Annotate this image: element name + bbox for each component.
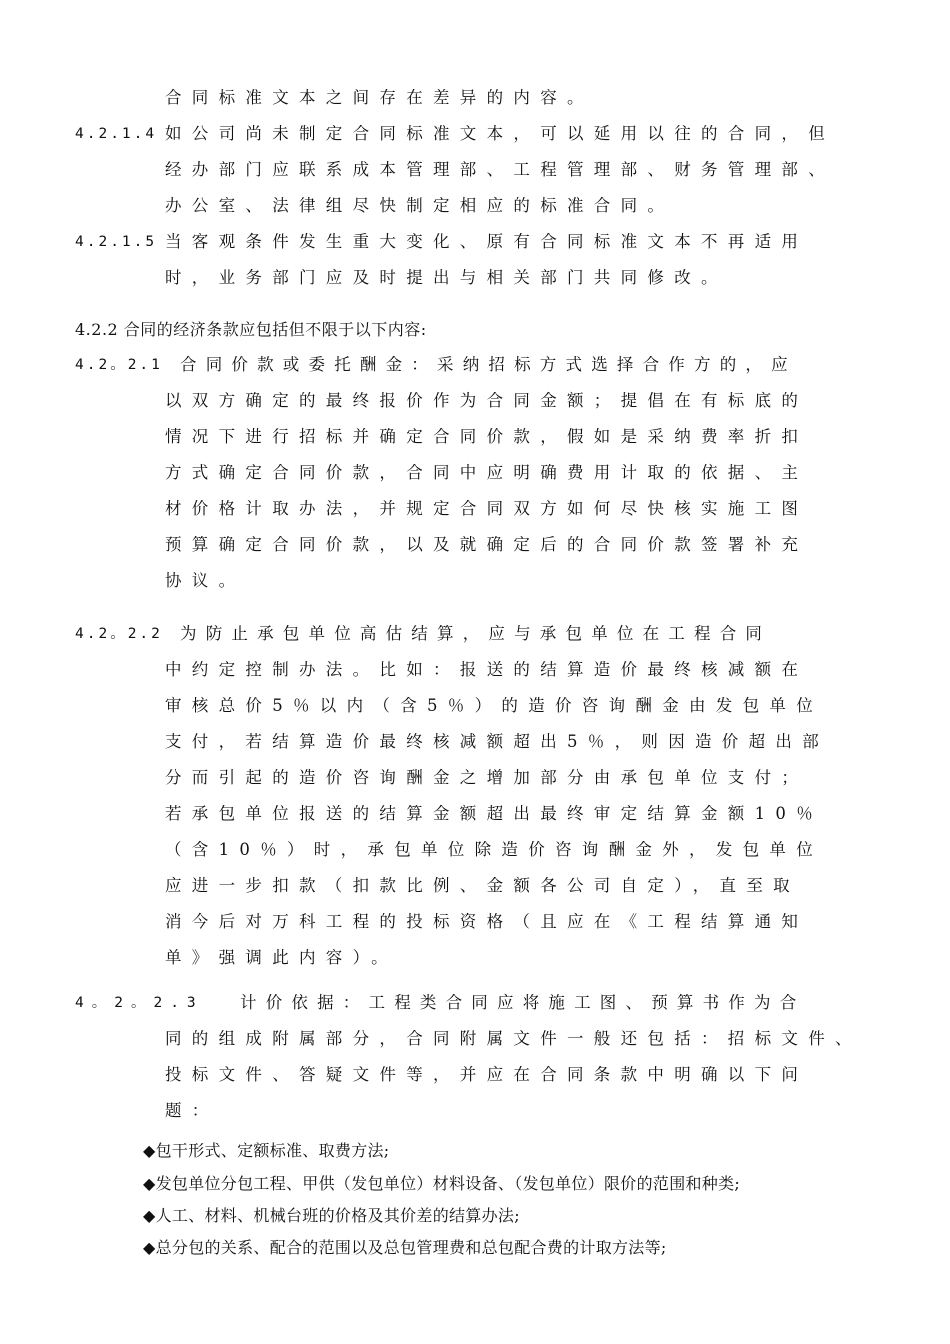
text-line: 同的组成附属部分，合同附属文件一般还包括：招标文件、 [165, 1029, 862, 1048]
clause-number: 4。2。2.3 [75, 995, 204, 1011]
text-line: 协议。 [165, 571, 246, 590]
text-line: （含10％）时，承包单位除造价咨询酬金外，发包单位 [165, 840, 823, 859]
clause-number: 4.2。2.1 [75, 357, 163, 373]
text-line: 题： [165, 1101, 219, 1120]
text-line: 以双方确定的最终报价作为合同金额；提倡在有标底的 [165, 391, 809, 410]
text-line: 消今后对万科工程的投标资格（且应在《工程结算通知 [165, 912, 809, 931]
text-line: 为防止承包单位高估结算，应与承包单位在工程合同 [180, 624, 772, 643]
text-line: 支付，若结算造价最终核减额超出5％，则因造价超出部 [165, 732, 829, 751]
text-line: 分而引起的造价咨询酬金之增加部分由承包单位支付； [165, 768, 809, 787]
text-line: 经办部门应联系成本管理部、工程管理部、财务管理部、 [165, 160, 835, 179]
bullet-item: ◆人工、材料、机械台班的价格及其价差的结算办法; [143, 1206, 520, 1225]
text-line: 方式确定合同价款，合同中应明确费用计取的依据、主 [165, 463, 809, 482]
bullet-item: ◆总分包的关系、配合的范围以及总包管理费和总包配合费的计取方法等; [143, 1238, 667, 1257]
clause-number: 4.2.1.4 [75, 126, 158, 142]
clause-number: 4.2。2.2 [75, 626, 163, 642]
text-line: 材价格计取办法，并规定合同双方如何尽快核实施工图 [165, 499, 809, 518]
text-line: 若承包单位报送的结算金额超出最终审定结算金额10％ [165, 804, 823, 823]
bullet-item: ◆发包单位分包工程、甲供（发包单位）材料设备、（发包单位）限价的范围和种类; [143, 1174, 741, 1193]
text-line: 如公司尚未制定合同标准文本，可以延用以往的合同，但 [165, 124, 835, 143]
text-line: 情况下进行招标并确定合同价款，假如是采纳费率折扣 [165, 427, 809, 446]
section-heading: 4.2.2 合同的经济条款应包括但不限于以下内容: [75, 320, 427, 339]
text-line: 办公室、法律组尽快制定相应的标准合同。 [165, 196, 675, 215]
text-line: 合同价款或委托酬金：采纳招标方式选择合作方的，应 [180, 355, 797, 374]
text-line: 时，业务部门应及时提出与相关部门共同修改。 [165, 268, 728, 287]
text-line: 当客观条件发生重大变化、原有合同标准文本不再适用 [165, 232, 809, 251]
text-line: 中约定控制办法。比如：报送的结算造价最终核减额在 [165, 660, 809, 679]
text-line: 审核总价5％以内（含5％）的造价咨询酬金由发包单位 [165, 696, 823, 715]
bullet-item: ◆包干形式、定额标准、取费方法; [143, 1141, 390, 1160]
text-line: 预算确定合同价款，以及就确定后的合同价款签署补充 [165, 535, 809, 554]
text-line: 应进一步扣款（扣款比例、金额各公司自定），直至取 [165, 876, 800, 895]
text-line: 单》强调此内容）。 [165, 948, 398, 967]
text-line: 投标文件、答疑文件等，并应在合同条款中明确以下问 [165, 1065, 809, 1084]
text-line: 计价依据：工程类合同应将施工图、预算书作为合 [240, 993, 806, 1012]
clause-number: 4.2.1.5 [75, 234, 158, 250]
text-line: 合同标准文本之间存在差异的内容。 [165, 88, 594, 107]
